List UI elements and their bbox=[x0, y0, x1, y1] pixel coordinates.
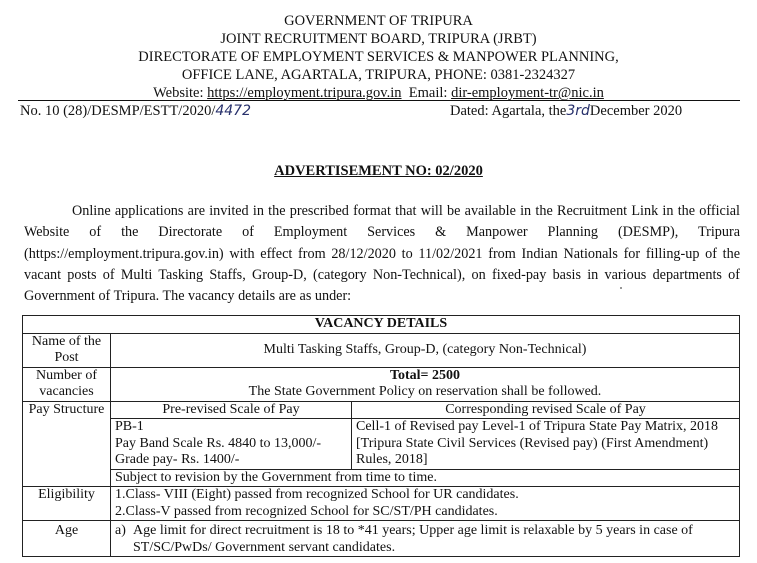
age-item-a-key: a) bbox=[115, 523, 126, 538]
email-link[interactable]: dir-employment-tr@nic.in bbox=[451, 85, 604, 101]
reference-number-handwritten: 4472 bbox=[215, 103, 251, 119]
eligibility-item-1: 1.Class- VIII (Eight) passed from recognized School for UR candidates. bbox=[115, 487, 519, 502]
eligibility-label: Eligibility bbox=[23, 487, 111, 521]
vacancy-table bbox=[22, 315, 740, 557]
age-item-a-text: Age limit for direct recruitment is 18 to *41 years; Upper age limit is relaxable by 5 years in case of ST/SC/PwDs/ Government servant candidates. bbox=[133, 523, 693, 555]
vacancies-cell bbox=[111, 367, 740, 401]
date-suffix: December 2020 bbox=[589, 103, 683, 119]
letterhead-board: JOINT RECRUITMENT BOARD, TRIPURA (JRBT) bbox=[220, 31, 537, 47]
age-item-a bbox=[115, 523, 735, 556]
eligibility-cell bbox=[111, 487, 740, 521]
email-label: Email: bbox=[408, 85, 452, 101]
intro-paragraph bbox=[24, 201, 740, 307]
header-divider bbox=[18, 100, 740, 101]
vacancies-label: Number of vacancies bbox=[23, 367, 111, 401]
letterhead-address: OFFICE LANE, AGARTALA, TRIPURA, PHONE: 0381-2324327 bbox=[181, 67, 576, 83]
date-prefix: Dated: Agartala, the bbox=[450, 103, 567, 119]
pay-cell bbox=[111, 401, 740, 487]
scan-speck bbox=[620, 287, 622, 289]
pay-header-revised: Corresponding revised Scale of Pay bbox=[352, 402, 740, 419]
vacancies-note: The State Government Policy on reservation shall be followed. bbox=[248, 384, 602, 399]
eligibility-item-2: 2.Class-V passed from recognized School for SC/ST/PH candidates. bbox=[115, 503, 498, 519]
website-label: Website: bbox=[153, 85, 208, 101]
pay-label: Pay Structure bbox=[23, 401, 111, 487]
pay-band-scale: Pay Band Scale Rs. 4840 to 13,000/- bbox=[115, 435, 322, 451]
reference-number-printed: No. 10 (28)/DESMP/ESTT/2020/ bbox=[20, 103, 216, 119]
pay-prerevised-cell bbox=[111, 419, 352, 470]
website-link[interactable]: https://employment.tripura.gov.in bbox=[207, 85, 402, 101]
pay-band-code: PB-1 bbox=[115, 419, 144, 434]
pay-revised-cell: Cell-1 of Revised pay Level-1 of Tripura State Pay Matrix, 2018 [Tripura State Civil Services (Revised pay) (First Amendment) Rules, 2018] bbox=[352, 419, 740, 470]
advertisement-title: ADVERTISEMENT NO: 02/2020 bbox=[274, 163, 483, 179]
letterhead-government: GOVERNMENT OF TRIPURA bbox=[284, 13, 473, 29]
date-handwritten: 3rd bbox=[566, 103, 590, 119]
vacancy-heading: VACANCY DETAILS bbox=[23, 316, 740, 334]
vacancies-total: Total= 2500 bbox=[389, 367, 461, 383]
reference-number bbox=[20, 103, 251, 119]
pay-grade: Grade pay- Rs. 1400/- bbox=[115, 452, 240, 467]
intro-text: Online applications are invited in the prescribed format that will be available in the Recruitment Link in the official Website of the Directorate of Employment Services & Manpower Planning (DESMP), Tripura (https://employment.tripura.gov.in) with effect from 28/12/2020 to 11/02/2021 from Indian Nationals for filling-up of the vacant posts of Multi Tasking Staffs, Group-D, (category Non-Technical), on fixed-pay basis in various departments of Government of Tripura. The vacancy details are as under: bbox=[24, 203, 740, 305]
reference-date bbox=[450, 103, 682, 120]
letterhead bbox=[0, 12, 757, 102]
pay-header-prerevised: Pre-revised Scale of Pay bbox=[111, 402, 352, 419]
age-cell bbox=[111, 521, 740, 557]
pay-table bbox=[111, 402, 739, 487]
post-label: Name of the Post bbox=[23, 333, 111, 367]
post-value: Multi Tasking Staffs, Group-D, (category Non-Technical) bbox=[111, 333, 740, 367]
reference-row bbox=[20, 103, 720, 120]
letterhead-directorate: DIRECTORATE OF EMPLOYMENT SERVICES & MANPOWER PLANNING, bbox=[138, 49, 619, 65]
age-label: Age bbox=[23, 521, 111, 557]
pay-revision-note: Subject to revision by the Government from time to time. bbox=[111, 469, 739, 486]
